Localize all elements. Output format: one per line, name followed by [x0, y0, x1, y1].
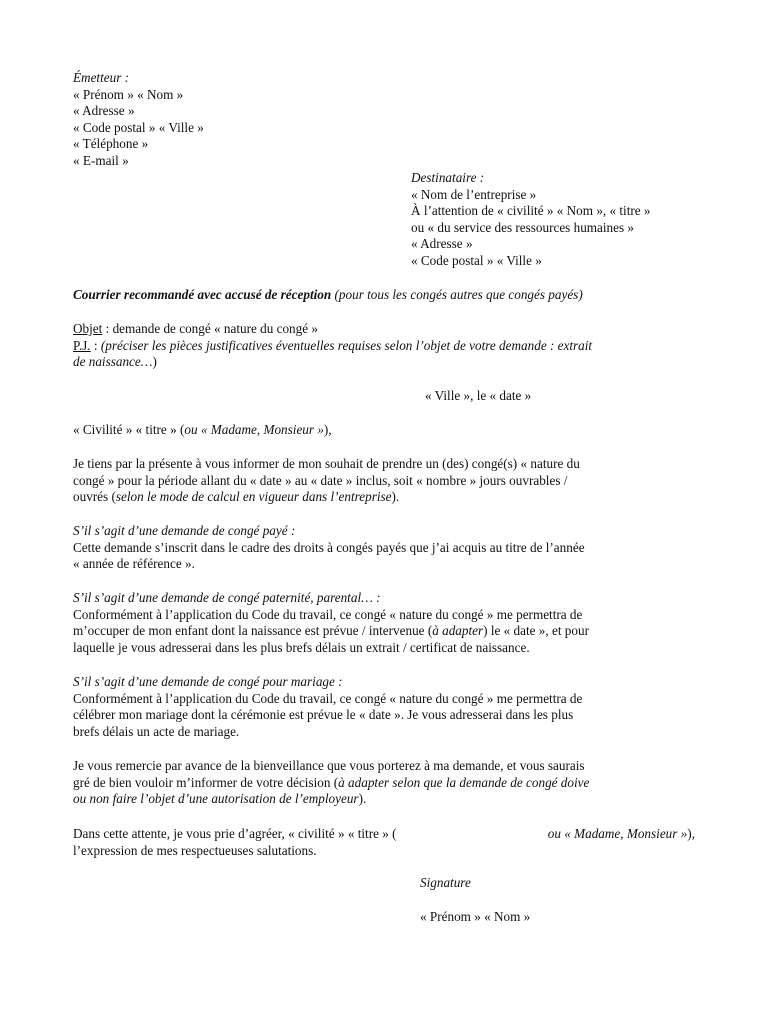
attachments-line	[73, 338, 592, 355]
salutation-alt: ou « Madame, Monsieur »	[184, 422, 324, 437]
sender-name: « Prénom » « Nom »	[73, 86, 184, 102]
object-line	[73, 321, 592, 338]
attachments-note-cont: de naissance…	[73, 354, 153, 370]
attachments-sep: :	[90, 337, 101, 353]
closing-paragraph	[73, 826, 695, 859]
object-block	[73, 321, 592, 371]
case-parental-leave	[73, 590, 695, 656]
thanks-adapt-note-cont: ou non faire l’objet d’une autorisation de l’employeur	[73, 791, 359, 807]
thanks-line-2	[73, 775, 695, 792]
thanks-line-2a: gré de bien vouloir m’informer de votre décision (	[73, 774, 339, 790]
recipient-block	[411, 170, 651, 270]
intro-line-1: Je tiens par la présente à vous informer de mon souhait de prendre un (des) congé(s) « nature du	[73, 456, 580, 471]
attachments-label: P.J.	[73, 337, 91, 353]
case-paid-leave	[73, 523, 695, 573]
intro-calc-note: selon le mode de calcul en vigueur dans l’entreprise	[115, 489, 392, 505]
intro-line-3a: ouvrés (	[73, 489, 116, 505]
case-wedding-line-3: brefs délais un acte de mariage.	[73, 723, 240, 739]
sender-postal-city: « Code postal » « Ville »	[73, 119, 204, 135]
case-wedding-heading: S’il s’agit d’une demande de congé pour mariage :	[73, 674, 343, 689]
intro-paragraph	[73, 456, 695, 506]
thanks-line-3b: ).	[358, 791, 367, 807]
thanks-adapt-note: à adapter selon que la demande de congé doive	[338, 774, 590, 790]
thanks-paragraph	[73, 758, 695, 808]
mail-type-label: Courrier recommandé avec accusé de réception	[73, 287, 332, 302]
case-parental-line-2	[73, 623, 695, 640]
salutation-text: « Civilité » « titre » (	[73, 422, 185, 437]
salutation-end: ),	[323, 422, 332, 437]
recipient-hr-service: ou « du service des ressources humaines »	[411, 219, 635, 235]
signature-block	[420, 875, 530, 925]
recipient-address: « Adresse »	[411, 236, 473, 252]
case-parental-heading: S’il s’agit d’une demande de congé paternité, parental… :	[73, 590, 381, 605]
object-label: Objet	[73, 321, 103, 336]
closing-line-2: l’expression de mes respectueuses salutations.	[73, 842, 317, 858]
case-wedding-line-1: Conformément à l’application du Code du travail, ce congé « nature du congé » me permettra de	[73, 690, 583, 706]
case-parental-adapt: à adapter	[432, 623, 484, 639]
case-parental-line-2c: ) le « date », et pour	[483, 623, 589, 639]
place-date: « Ville », le « date »	[425, 388, 532, 403]
closing-line-1a: Dans cette attente, je vous prie d’agréer, « civilité » « titre » (	[73, 826, 397, 841]
case-parental-line-3: laquelle je vous adresserai dans les plus brefs délais un extrait / certificat de naissance.	[73, 639, 530, 655]
intro-line-3	[73, 489, 695, 506]
closing-line-1	[73, 826, 695, 843]
attachments-line-2	[73, 354, 592, 371]
case-parental-line-1: Conformément à l’application du Code du travail, ce congé « nature du congé » me permettra de	[73, 606, 583, 622]
recipient-company: « Nom de l’entreprise »	[411, 186, 537, 202]
sender-address: « Adresse »	[73, 103, 135, 119]
mail-type	[73, 287, 583, 304]
sender-email: « E-mail »	[73, 152, 129, 168]
attachments-note-end: )	[152, 354, 157, 370]
mail-type-note: (pour tous les congés autres que congés payés)	[331, 287, 583, 302]
signature-name: « Prénom » « Nom »	[420, 908, 531, 924]
case-parental-line-2a: m’occuper de mon enfant dont la naissance est prévue / intervenue (	[73, 623, 433, 639]
thanks-line-3	[73, 791, 695, 808]
sender-phone: « Téléphone »	[73, 136, 149, 152]
thanks-line-1: Je vous remercie par avance de la bienveillance que vous porterez à ma demande, et vous saurais	[73, 758, 585, 773]
attachments-note: (préciser les pièces justificatives éventuelles requises selon l’objet de votre demande : extrait	[100, 337, 593, 353]
case-wedding-line-2: célébrer mon mariage dont la cérémonie est prévue le « date ». Je vous adresserai dans les plus	[73, 707, 574, 723]
case-paid-heading: S’il s’agit d’une demande de congé payé :	[73, 523, 296, 538]
salutation	[73, 422, 332, 439]
closing-line-1c: ),	[687, 826, 695, 841]
intro-line-3c: ).	[391, 489, 400, 505]
sender-heading: Émetteur :	[73, 70, 130, 85]
case-wedding-leave	[73, 674, 695, 740]
case-paid-line-1: Cette demande s’inscrit dans le cadre des droits à congés payés que j’ai acquis au titre de l’année	[73, 539, 585, 555]
recipient-postal-city: « Code postal » « Ville »	[411, 252, 542, 268]
recipient-heading: Destinataire :	[411, 170, 485, 185]
recipient-attention: À l’attention de « civilité » « Nom », « titre »	[411, 203, 651, 219]
case-paid-line-2: « année de référence ».	[73, 556, 195, 572]
object-text: : demande de congé « nature du congé »	[102, 321, 318, 336]
sender-block	[73, 70, 204, 170]
closing-alt: ou « Madame, Monsieur »	[547, 826, 688, 841]
signature-label: Signature	[420, 875, 471, 890]
intro-line-2: congé » pour la période allant du « date » au « date » inclus, soit « nombre » jours ouvrables /	[73, 472, 568, 488]
